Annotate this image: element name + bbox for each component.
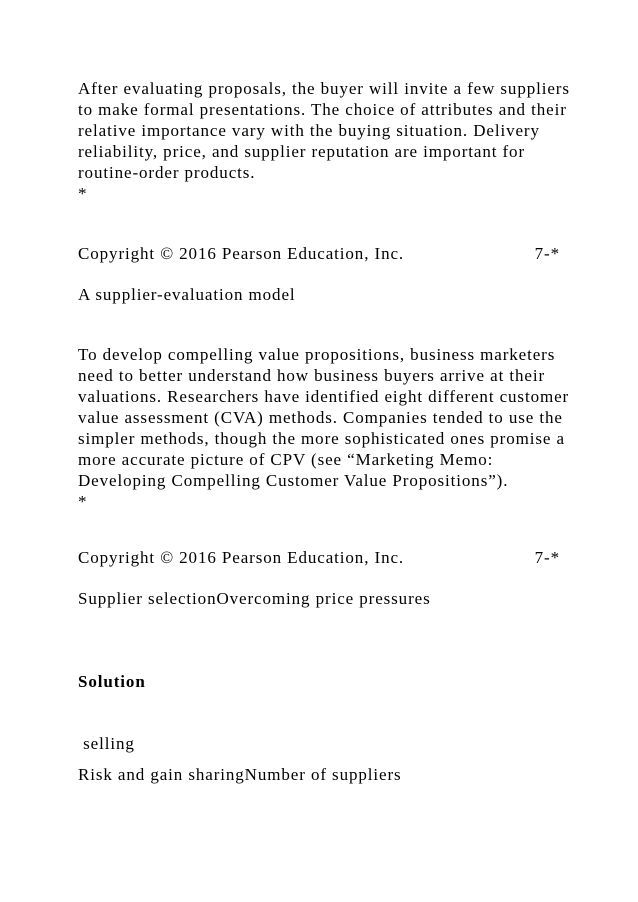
copyright-text: Copyright © 2016 Pearson Education, Inc. xyxy=(78,548,405,567)
paragraph-line: routine-order products. xyxy=(78,163,256,182)
slide-heading: Supplier selectionOvercoming price pressures xyxy=(78,589,431,608)
slide-number: 7-* xyxy=(534,548,560,567)
slide-number: 7-* xyxy=(534,244,560,263)
paragraph-line: relative importance vary with the buying situation. Delivery xyxy=(78,121,540,140)
solution-heading: Solution xyxy=(78,672,146,691)
copyright-text: Copyright © 2016 Pearson Education, Inc. xyxy=(78,244,405,263)
paragraph-line: more accurate picture of CPV (see “Marketing Memo: xyxy=(78,450,494,469)
paragraph-line: simpler methods, though the more sophisticated ones promise a xyxy=(78,429,565,448)
body-text: selling xyxy=(78,734,135,753)
slide-heading: A supplier-evaluation model xyxy=(78,285,296,304)
body-text: Risk and gain sharingNumber of suppliers xyxy=(78,765,402,784)
copyright-footer xyxy=(78,243,560,264)
copyright-footer xyxy=(78,547,560,568)
paragraph-line: To develop compelling value propositions, business marketers xyxy=(78,345,556,364)
paragraph-line: need to better understand how business buyers arrive at their xyxy=(78,366,546,385)
paragraph-line: After evaluating proposals, the buyer will invite a few suppliers xyxy=(78,79,570,98)
paragraph-line: to make formal presentations. The choice of attributes and their xyxy=(78,100,567,119)
paragraph-line: valuations. Researchers have identified eight different customer xyxy=(78,387,570,406)
paragraph-line: reliability, price, and supplier reputation are important for xyxy=(78,142,526,161)
paragraph-line: value assessment (CVA) methods. Companies tended to use the xyxy=(78,408,563,427)
paragraph-line: Developing Compelling Customer Value Propositions”). xyxy=(78,471,509,490)
asterisk-marker: * xyxy=(78,492,88,511)
asterisk-marker: * xyxy=(78,184,88,203)
